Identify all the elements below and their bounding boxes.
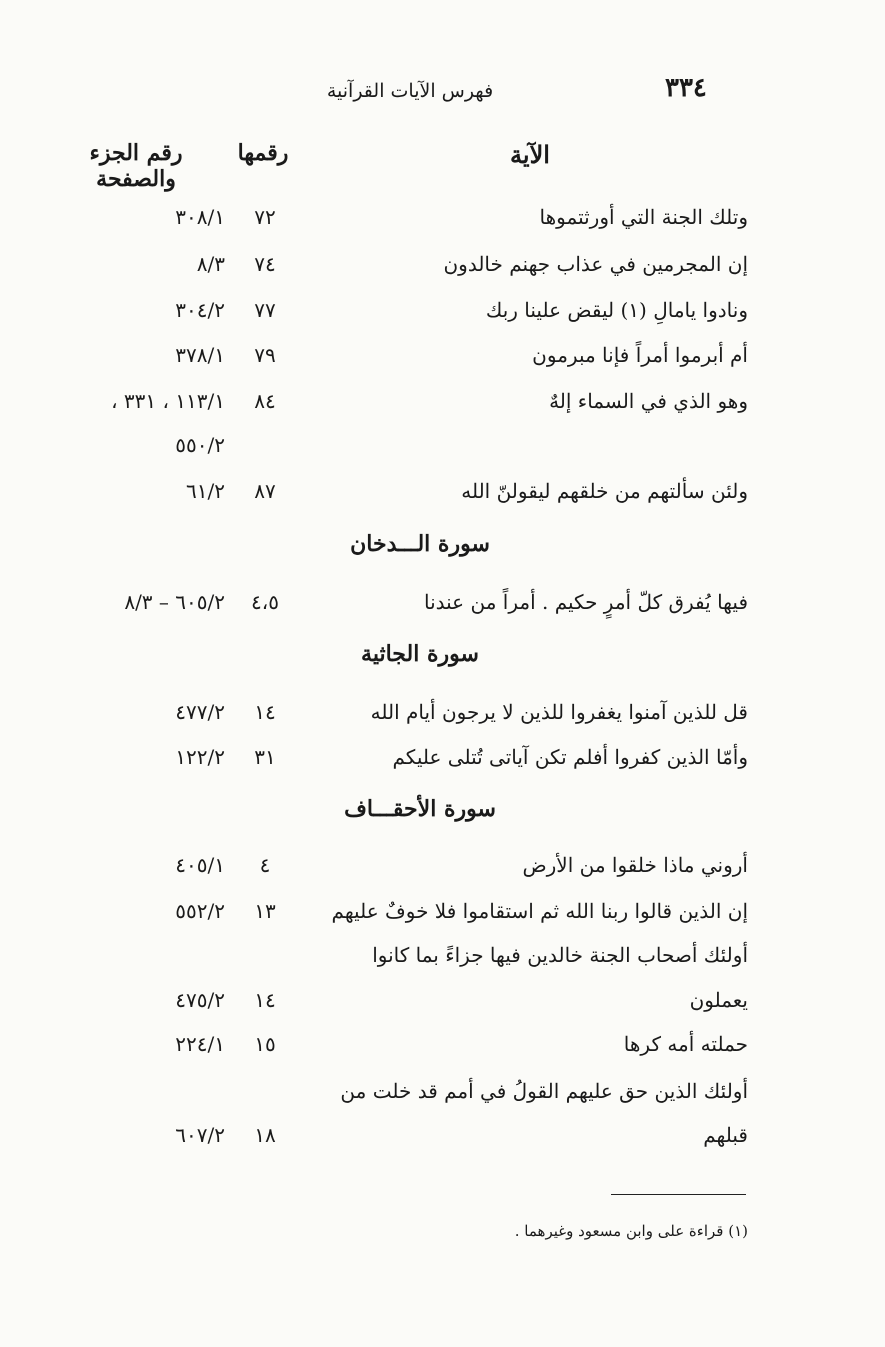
index-row (0, 425, 885, 465)
page-reference: ٨/٣ (196, 252, 225, 276)
index-row (0, 290, 885, 330)
index-row (0, 935, 885, 975)
verse-number: ٧٤ (254, 252, 276, 276)
verse-number: ١٤ (254, 700, 276, 724)
index-row (0, 980, 885, 1020)
verse-number: ١٤ (254, 988, 276, 1012)
index-row (0, 471, 885, 511)
verse-text: قل للذين آمنوا يغفروا للذين لا يرجون أيام الله (370, 700, 748, 724)
index-row (0, 582, 885, 622)
page-reference: ٣٠٤/٢ (175, 298, 225, 322)
surah-heading: سورة الـــدخان (350, 531, 490, 557)
page-reference: ٤٧٧/٢ (175, 700, 225, 724)
index-row (0, 381, 885, 421)
page-reference: ٦١/٢ (186, 479, 225, 503)
verse-number: ١٥ (254, 1032, 276, 1056)
verse-number: ٧٧ (254, 298, 276, 322)
index-row (0, 335, 885, 375)
verse-text: حملته أمه كرها (623, 1032, 748, 1056)
page-reference: ٣٠٨/١ (175, 205, 225, 229)
page-number: ٣٣٤ (665, 73, 707, 103)
running-title: فهرس الآيات القرآنية (326, 80, 494, 102)
index-row (0, 692, 885, 732)
verse-text: إن الذين قالوا ربنا الله ثم استقاموا فلا خوفٌ عليهم (331, 899, 748, 923)
verse-number: ٨٧ (254, 479, 276, 503)
verse-text: وتلك الجنة التي أورثتموها (539, 205, 748, 229)
index-row (0, 197, 885, 237)
verse-text: أروني ماذا خلقوا من الأرض (522, 853, 748, 877)
verse-text: فيها يُفرق كلّ أمرٍ حكيم . أمراً من عندنا (423, 590, 748, 614)
column-header-reference: رقم الجزء والصفحة (89, 140, 183, 192)
page-reference: ٥٥٠/٢ (175, 433, 225, 457)
index-row (0, 1115, 885, 1155)
index-row (0, 1071, 885, 1111)
index-row (0, 244, 885, 284)
verse-text: وأمّا الذين كفروا أفلم تكن آياتى تُتلى عليكم (392, 745, 748, 769)
verse-text: أولئك أصحاب الجنة خالدين فيها جزاءً بما كانوا (372, 943, 748, 967)
verse-number: ٤ (259, 853, 271, 877)
index-row (0, 845, 885, 885)
verse-number: ٣١ (254, 745, 276, 769)
page-reference: ٥٥٢/٢ (175, 899, 225, 923)
page-reference: ١١٣/١ ، ٣٣١ ، (111, 389, 225, 413)
page-reference: ٤٠٥/١ (175, 853, 225, 877)
verse-number: ٨٤ (254, 389, 276, 413)
verse-text: ونادوا يامالِ (١) ليقض علينا ربك (485, 298, 748, 322)
verse-text: أولئك الذين حق عليهم القولُ في أمم قد خلت من (340, 1079, 748, 1103)
index-row (0, 1024, 885, 1064)
page-reference: ٦٠٧/٢ (175, 1123, 225, 1147)
verse-number: ١٣ (254, 899, 276, 923)
page-reference: ٤٧٥/٢ (175, 988, 225, 1012)
verse-number: ٧٢ (254, 205, 276, 229)
footnote: (١) قراءة على وابن مسعود وغيرهما . (514, 1222, 748, 1240)
verse-text: يعملون (689, 988, 748, 1012)
index-row (0, 891, 885, 931)
verse-text: قبلهم (703, 1123, 748, 1147)
surah-heading: سورة الجاثية (361, 641, 479, 667)
verse-text: أم أبرموا أمراً فإنا مبرمون (532, 343, 748, 367)
verse-text: ولئن سألتهم من خلقهم ليقولنّ الله (461, 479, 748, 503)
footnote-rule (611, 1194, 746, 1195)
verse-number: ٧٩ (254, 343, 276, 367)
verse-number: ٤،٥ (251, 590, 279, 614)
surah-heading: سورة الأحقـــاف (344, 796, 496, 822)
column-header-verse: الآية (510, 140, 550, 169)
page-reference: ٢٢٤/١ (175, 1032, 225, 1056)
page-reference: ٦٠٥/٢ – ٨/٣ (124, 590, 225, 614)
page-reference: ٣٧٨/١ (175, 343, 225, 367)
column-header-number: رقمها (237, 140, 289, 166)
verse-text: وهو الذي في السماء إلهٌ (549, 389, 748, 413)
page-reference: ١٢٢/٢ (175, 745, 225, 769)
verse-text: إن المجرمين في عذاب جهنم خالدون (443, 252, 748, 276)
verse-number: ١٨ (254, 1123, 276, 1147)
index-row (0, 737, 885, 777)
